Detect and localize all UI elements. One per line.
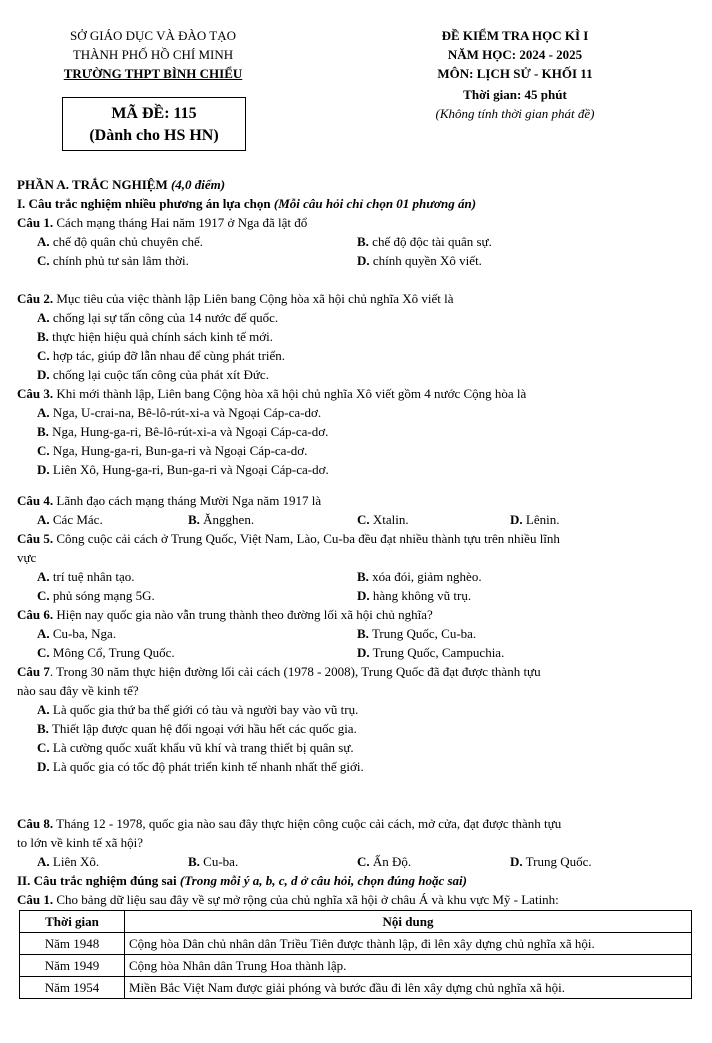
history-table — [19, 910, 692, 999]
school-name: TRƯỜNG THPT BÌNH CHIỂU — [63, 66, 243, 81]
answer-option: C. Xtalin. — [357, 512, 409, 527]
answer-option: C. Mông Cổ, Trung Quốc. — [37, 645, 175, 660]
answer-option: A. Nga, U-crai-na, Bê-lô-rút-xi-a và Ngoại Cáp-ca-dơ. — [37, 405, 322, 420]
table-cell-content: Miền Bắc Việt Nam được giải phóng và bước đầu đi lên xây dựng chủ nghĩa xã hội. — [125, 977, 692, 999]
table-cell-content: Cộng hòa Dân chủ nhân dân Triều Tiên được thành lập, đi lên xây dựng chủ nghĩa xã hội. — [125, 933, 692, 955]
answer-option: D. hàng không vũ trụ. — [357, 588, 472, 603]
question-stem: Câu 6. Hiện nay quốc gia nào vẫn trung thành theo đường lối xã hội chủ nghĩa? — [17, 607, 433, 622]
city-name: THÀNH PHỐ HỒ CHÍ MINH — [72, 47, 234, 62]
answer-option: A. chế độ quân chủ chuyên chế. — [37, 234, 204, 249]
question-stem-continued: vực — [17, 550, 37, 565]
question-stem: Câu 8. Tháng 12 - 1978, quốc gia nào sau đây thực hiện công cuộc cải cách, mở cửa, đạt được thành tựu — [17, 816, 562, 831]
answer-option: A. Liên Xô. — [37, 854, 100, 869]
answer-option: B. Thiết lập được quan hệ đối ngoại với hầu hết các quốc gia. — [37, 721, 357, 736]
answer-option: B. chế độ độc tài quân sự. — [357, 234, 492, 249]
table-row — [20, 977, 692, 999]
table-row — [20, 955, 692, 977]
question-stem-continued: to lớn về kinh tế xã hội? — [17, 835, 144, 850]
answer-option: A. chống lại sự tấn công của 14 nước đế quốc. — [37, 310, 279, 325]
answer-option: B. xóa đói, giảm nghèo. — [357, 569, 482, 584]
school-year: NĂM HỌC: 2024 - 2025 — [447, 47, 583, 62]
answer-option: B. Cu-ba. — [188, 854, 239, 869]
section2-question-1: Câu 1. Cho bảng dữ liệu sau đây về sự mở rộng của chủ nghĩa xã hội ở châu Á và khu vực Mỹ - Latinh: — [17, 892, 559, 907]
answer-option: D. Trung Quốc, Campuchia. — [357, 645, 505, 660]
answer-option: C. Là cường quốc xuất khẩu vũ khí và trang thiết bị quân sự. — [37, 740, 354, 755]
answer-option: A. Cu-ba, Nga. — [37, 626, 117, 641]
section2-heading: II. Câu trắc nghiệm đúng sai (Trong mỗi ý a, b, c, d ở câu hỏi, chọn đúng hoặc sai) — [17, 873, 467, 888]
answer-option: D. chính quyền Xô viết. — [357, 253, 482, 268]
table-header-content: Nội dung — [125, 911, 692, 933]
subject: MÔN: LỊCH SỬ - KHỐI 11 — [437, 66, 593, 81]
answer-option: C. Nga, Hung-ga-ri, Bun-ga-ri và Ngoại Cáp-ca-dơ. — [37, 443, 308, 458]
question-stem: Câu 3. Khi mới thành lập, Liên bang Cộng hòa xã hội chủ nghĩa Xô viết gồm 4 nước Cộng hòa là — [17, 386, 527, 401]
answer-option: A. Các Mác. — [37, 512, 103, 527]
question-stem-continued: nào sau đây về kinh tế? — [17, 683, 139, 698]
answer-option: B. Trung Quốc, Cu-ba. — [357, 626, 477, 641]
table-header-time: Thời gian — [20, 911, 125, 933]
question-stem: Câu 5. Công cuộc cải cách ở Trung Quốc, Việt Nam, Lào, Cu-ba đều đạt nhiều thành tựu trên nhiều lĩnh — [17, 531, 560, 546]
table-cell-year: Năm 1954 — [20, 977, 125, 999]
section1-heading: I. Câu trắc nghiệm nhiều phương án lựa chọn (Mỗi câu hỏi chỉ chọn 01 phương án) — [17, 196, 477, 211]
answer-option: D. Lênin. — [510, 512, 560, 527]
exam-title: ĐỀ KIỂM TRA HỌC KÌ I — [441, 28, 589, 43]
exam-code: MÃ ĐỀ: 115 — [111, 105, 197, 122]
table-cell-year: Năm 1949 — [20, 955, 125, 977]
table-cell-year: Năm 1948 — [20, 933, 125, 955]
answer-option: C. chính phủ tư sản lâm thời. — [37, 253, 189, 268]
answer-option: C. hợp tác, giúp đỡ lẫn nhau để cùng phát triển. — [37, 348, 286, 363]
answer-option: D. Liên Xô, Hung-ga-ri, Bun-ga-ri và Ngoại Cáp-ca-dơ. — [37, 462, 329, 477]
answer-option: B. thực hiện hiệu quả chính sách kinh tế mới. — [37, 329, 273, 344]
exam-code-note: (Dành cho HS HN) — [89, 127, 219, 144]
exam-duration: Thời gian: 45 phút — [463, 87, 567, 102]
table-cell-content: Cộng hòa Nhân dân Trung Hoa thành lập. — [125, 955, 692, 977]
dept-name: SỞ GIÁO DỤC VÀ ĐÀO TẠO — [70, 28, 236, 43]
question-stem: Câu 1. Cách mạng tháng Hai năm 1917 ở Nga đã lật đổ — [17, 215, 308, 230]
question-stem: Câu 4. Lãnh đạo cách mạng tháng Mười Nga năm 1917 là — [17, 493, 322, 508]
answer-option: D. Là quốc gia có tốc độ phát triển kinh tế nhanh nhất thế giới. — [37, 759, 364, 774]
answer-option: B. Nga, Hung-ga-ri, Bê-lô-rút-xi-a và Ngoại Cáp-ca-dơ. — [37, 424, 329, 439]
answer-option: B. Ăngghen. — [188, 512, 255, 527]
duration-note: (Không tính thời gian phát đề) — [435, 106, 595, 121]
answer-option: A. Là quốc gia thứ ba thế giới có tàu và người bay vào vũ trụ. — [37, 702, 359, 717]
question-stem: Câu 2. Mục tiêu của việc thành lập Liên bang Cộng hòa xã hội chủ nghĩa Xô viết là — [17, 291, 454, 306]
answer-option: D. Trung Quốc. — [510, 854, 592, 869]
table-row — [20, 933, 692, 955]
exam-code-box — [62, 97, 246, 151]
question-stem: Câu 7. Trong 30 năm thực hiện đường lối cải cách (1978 - 2008), Trung Quốc đã đạt được thành tựu — [17, 664, 541, 679]
answer-option: C. Ấn Độ. — [357, 854, 412, 869]
answer-option: A. trí tuệ nhân tạo. — [37, 569, 135, 584]
answer-option: D. chống lại cuộc tấn công của phát xít Đức. — [37, 367, 269, 382]
answer-option: C. phủ sóng mạng 5G. — [37, 588, 155, 603]
part-a-heading: PHẦN A. TRẮC NGHIỆM (4,0 điểm) — [17, 177, 226, 192]
table-header-row — [20, 911, 692, 933]
